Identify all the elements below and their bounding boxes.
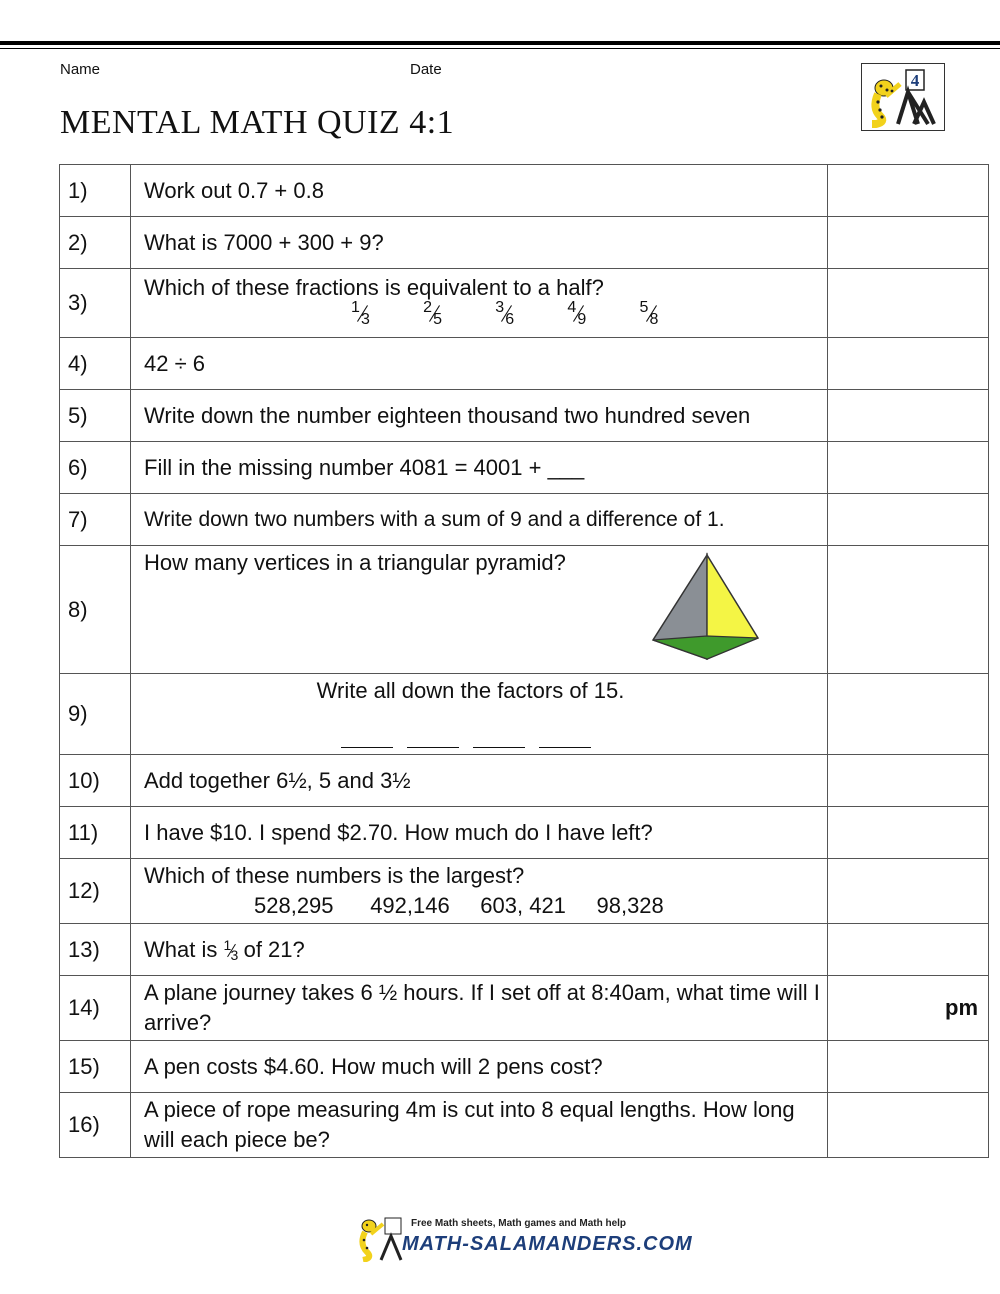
question-text: What is [144,936,224,962]
fraction-option: 3 6 [495,299,515,329]
question-text: A pen costs $4.60. How much will 2 pens cost? [131,1041,828,1093]
question-number: 9) [60,674,131,755]
footer-branding [355,1214,693,1264]
question-cell [131,859,828,924]
number-options: 528,295 492,146 603, 421 98,328 [254,893,664,918]
question-cell [131,269,828,338]
question-text: Write all down the factors of 15. [316,678,625,703]
blank-line[interactable] [473,746,525,748]
footer-site-name[interactable]: MATH-SALAMANDERS.COM [402,1233,693,1255]
question-number: 11) [60,807,131,859]
question-number: 6) [60,442,131,494]
answer-box[interactable] [828,859,989,924]
top-rule-thin [0,48,1000,49]
blank-line[interactable] [407,746,459,748]
question-number: 8) [60,546,131,674]
question-row [60,674,989,755]
triangular-pyramid-diagram [650,552,762,660]
question-row [60,217,989,269]
question-text: of 21? [237,936,305,962]
question-row [60,1041,989,1093]
fraction-options [144,301,827,331]
question-cell [131,546,828,674]
question-number: 16) [60,1093,131,1158]
answer-box[interactable] [828,338,989,390]
name-label: Name [60,61,101,78]
question-row [60,269,989,338]
question-number: 12) [60,859,131,924]
footer-tagline: Free Math sheets, Math games and Math help [411,1218,627,1229]
question-row [60,976,989,1041]
fraction-option: 1 3 [351,299,370,329]
question-row [60,807,989,859]
fraction-option: 5 8 [639,299,659,329]
answer-box[interactable]: pm [828,976,989,1041]
question-number: 5) [60,390,131,442]
question-row [60,924,989,976]
logo-grade: 4 [910,71,920,90]
question-text: What is 7000 + 300 + 9? [131,217,828,269]
answer-box[interactable] [828,442,989,494]
question-text: Write down the number eighteen thousand two hundred seven [131,390,828,442]
question-number: 15) [60,1041,131,1093]
quiz-table [59,164,989,1158]
question-row [60,165,989,217]
answer-box[interactable] [828,546,989,674]
question-cell [131,924,828,976]
question-number: 2) [60,217,131,269]
answer-box[interactable] [828,1041,989,1093]
answer-box[interactable] [828,165,989,217]
question-text: 42 ÷ 6 [131,338,828,390]
question-row [60,338,989,390]
answer-box[interactable] [828,390,989,442]
salamander-logo [861,63,945,131]
blank-line[interactable] [539,746,591,748]
answer-box[interactable] [828,755,989,807]
fraction-option: 4 9 [567,299,587,329]
answer-box[interactable] [828,924,989,976]
answer-box[interactable] [828,674,989,755]
question-row [60,755,989,807]
fraction: 1 3 [223,936,239,963]
question-text: Write down two numbers with a sum of 9 and a difference of 1. [131,494,828,546]
question-text: Add together 6½, 5 and 3½ [131,755,828,807]
question-number: 3) [60,269,131,338]
question-number: 10) [60,755,131,807]
question-row [60,442,989,494]
question-text: Which of these numbers is the largest? [144,863,525,888]
question-row [60,1093,989,1158]
question-row [60,859,989,924]
answer-box[interactable] [828,269,989,338]
blank-line[interactable] [341,746,393,748]
answer-box[interactable] [828,494,989,546]
answer-box[interactable] [828,1093,989,1158]
question-number: 7) [60,494,131,546]
question-row [60,390,989,442]
question-number: 13) [60,924,131,976]
question-number: 14) [60,976,131,1041]
question-text: Fill in the missing number 4081 = 4001 + ___ [131,442,828,494]
question-row [60,494,989,546]
date-label: Date [410,61,442,78]
page-title: MENTAL MATH QUIZ 4:1 [60,104,455,141]
question-text: A plane journey takes 6 ½ hours. If I set off at 8:40am, what time will I arrive? [131,976,828,1041]
question-text: How many vertices in a triangular pyramid? [144,550,566,575]
footer-salamander-icon [355,1216,403,1262]
answer-blanks [144,722,827,748]
top-rule-thick [0,41,1000,45]
question-text: A piece of rope measuring 4m is cut into 8 equal lengths. How long will each piece be? [131,1093,828,1158]
answer-box[interactable] [828,807,989,859]
question-number: 4) [60,338,131,390]
fraction-option: 2 5 [423,299,443,329]
answer-box[interactable] [828,217,989,269]
question-cell [131,674,828,755]
question-text: I have $10. I spend $2.70. How much do I have left? [131,807,828,859]
question-text: Which of these fractions is equivalent to a half? [144,275,604,300]
question-row [60,546,989,674]
question-number: 1) [60,165,131,217]
question-text: Work out 0.7 + 0.8 [131,165,828,217]
